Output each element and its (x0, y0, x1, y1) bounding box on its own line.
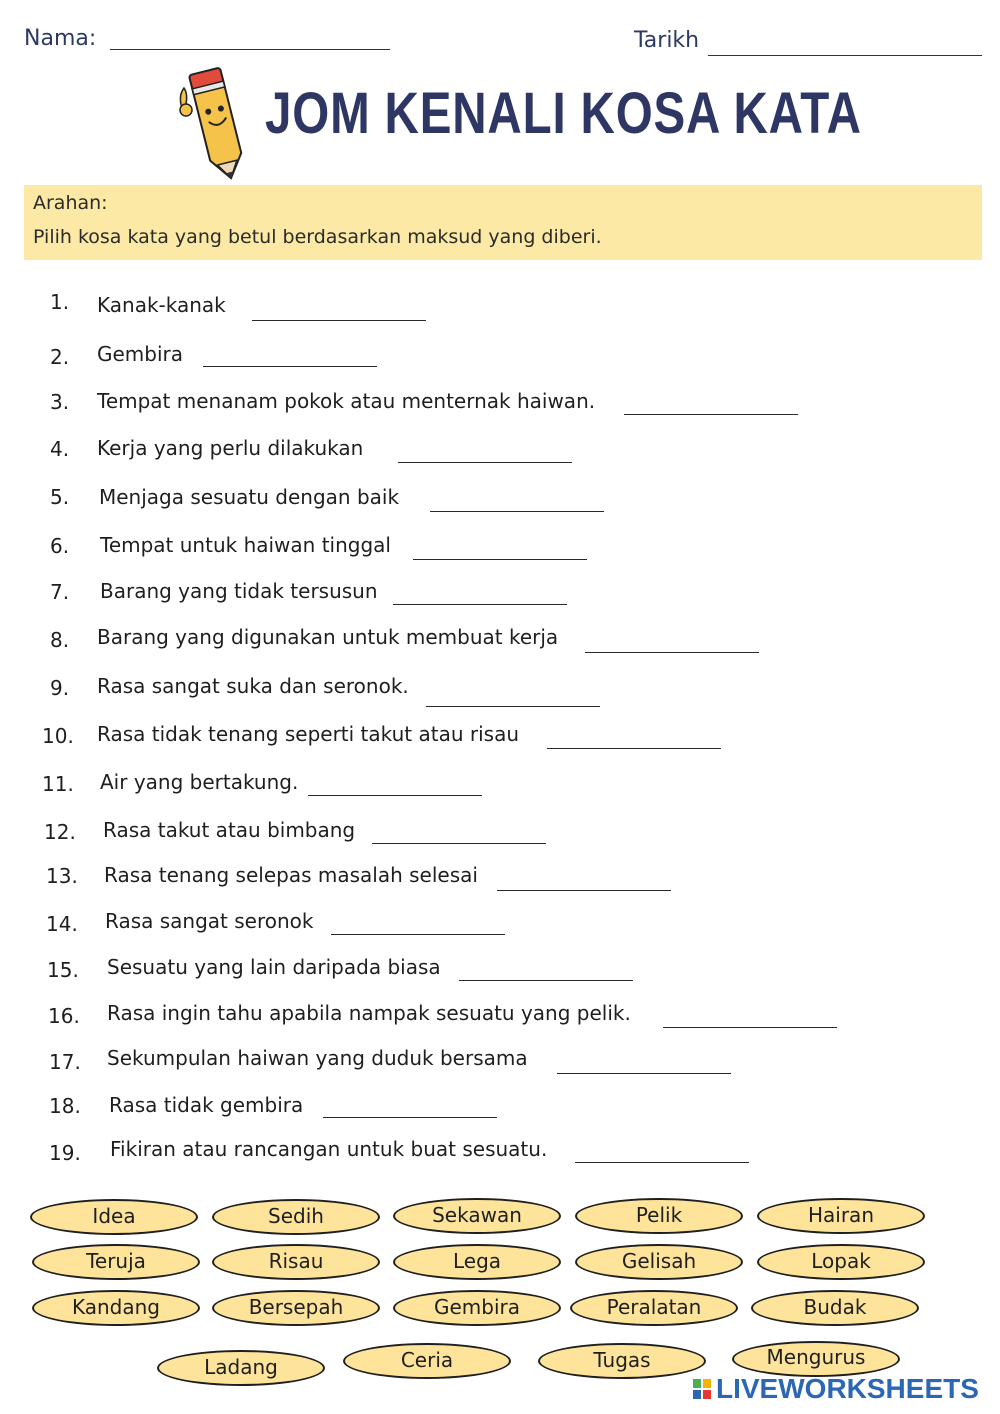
question-text: Rasa tenang selepas masalah selesai (104, 863, 478, 887)
answer-blank[interactable] (323, 1117, 497, 1118)
question-number: 13. (46, 864, 78, 888)
answer-blank[interactable] (575, 1162, 749, 1163)
instruction-box (24, 185, 982, 260)
question-text: Barang yang tidak tersusun (100, 579, 378, 603)
question-text: Air yang bertakung. (100, 770, 299, 794)
answer-blank[interactable] (459, 980, 633, 981)
question-text: Tempat untuk haiwan tinggal (100, 533, 391, 557)
answer-blank[interactable] (203, 366, 377, 367)
question-number: 8. (50, 628, 70, 652)
answer-blank[interactable] (393, 604, 567, 605)
question-text: Menjaga sesuatu dengan baik (99, 485, 400, 509)
name-field[interactable] (110, 49, 390, 50)
answer-blank[interactable] (430, 511, 604, 512)
question-number: 10. (42, 724, 74, 748)
question-text: Sesuatu yang lain daripada biasa (107, 955, 441, 979)
word-option[interactable]: Peralatan (570, 1290, 738, 1326)
answer-blank[interactable] (413, 559, 587, 560)
question-number: 9. (50, 676, 70, 700)
word-option[interactable]: Budak (751, 1290, 919, 1326)
question-number: 5. (50, 485, 70, 509)
word-option[interactable]: Tugas (538, 1343, 706, 1379)
page-title: JOM KENALI KOSA KATA (265, 81, 862, 146)
question-text: Fikiran atau rancangan untuk buat sesuatu. (110, 1137, 548, 1161)
word-option[interactable]: Lopak (757, 1244, 925, 1280)
answer-blank[interactable] (372, 843, 546, 844)
word-option[interactable]: Sedih (212, 1199, 380, 1235)
word-option[interactable]: Gembira (393, 1290, 561, 1326)
answer-blank[interactable] (547, 748, 721, 749)
question-text: Rasa ingin tahu apabila nampak sesuatu yang pelik. (107, 1001, 631, 1025)
question-text: Rasa sangat seronok (105, 909, 314, 933)
brand-name: LIVEWORKSHEETS (716, 1373, 979, 1404)
question-text: Barang yang digunakan untuk membuat kerja (97, 625, 559, 649)
word-option[interactable]: Kandang (32, 1290, 200, 1326)
word-option[interactable]: Pelik (575, 1198, 743, 1234)
instruction-title: Arahan: (33, 192, 108, 214)
question-number: 6. (50, 534, 70, 558)
date-field[interactable] (708, 55, 982, 56)
pencil-mascot-icon (172, 66, 262, 184)
answer-blank[interactable] (624, 414, 798, 415)
question-number: 11. (42, 772, 74, 796)
question-number: 4. (50, 437, 70, 461)
answer-blank[interactable] (557, 1073, 731, 1074)
word-option[interactable]: Idea (30, 1199, 198, 1235)
word-option[interactable]: Risau (212, 1244, 380, 1280)
question-text: Rasa tidak tenang seperti takut atau risau (97, 722, 520, 746)
word-option[interactable]: Hairan (757, 1198, 925, 1234)
word-option[interactable]: Bersepah (212, 1290, 380, 1326)
word-option[interactable]: Ceria (343, 1343, 511, 1379)
date-label: Tarikh (634, 28, 700, 53)
question-number: 19. (49, 1141, 81, 1165)
answer-blank[interactable] (308, 795, 482, 796)
question-number: 17. (49, 1050, 81, 1074)
answer-blank[interactable] (497, 890, 671, 891)
question-text: Sekumpulan haiwan yang duduk bersama (107, 1046, 528, 1070)
question-text: Rasa sangat suka dan seronok. (97, 674, 409, 698)
question-number: 14. (46, 912, 78, 936)
question-text: Kerja yang perlu dilakukan (97, 436, 364, 460)
question-text: Kanak-kanak (97, 293, 226, 317)
question-number: 3. (50, 390, 70, 414)
answer-blank[interactable] (426, 706, 600, 707)
answer-blank[interactable] (252, 320, 426, 321)
word-option[interactable]: Ladang (157, 1350, 325, 1386)
word-option[interactable]: Gelisah (575, 1244, 743, 1280)
answer-blank[interactable] (585, 652, 759, 653)
instruction-text: Pilih kosa kata yang betul berdasarkan maksud yang diberi. (33, 226, 602, 248)
name-label: Nama: (24, 26, 97, 51)
question-text: Tempat menanam pokok atau menternak haiwan. (97, 389, 596, 413)
answer-blank[interactable] (663, 1027, 837, 1028)
word-option[interactable]: Sekawan (393, 1198, 561, 1234)
answer-blank[interactable] (331, 934, 505, 935)
liveworksheets-logo-icon (692, 1377, 712, 1401)
word-option[interactable]: Lega (393, 1244, 561, 1280)
question-text: Gembira (97, 342, 184, 366)
question-text: Rasa tidak gembira (109, 1093, 304, 1117)
question-number: 1. (50, 290, 70, 314)
answer-blank[interactable] (398, 462, 572, 463)
question-number: 2. (50, 345, 70, 369)
question-text: Rasa takut atau bimbang (103, 818, 356, 842)
question-number: 18. (49, 1094, 81, 1118)
question-number: 12. (44, 820, 76, 844)
word-option[interactable]: Teruja (32, 1244, 200, 1280)
question-number: 16. (48, 1004, 80, 1028)
question-number: 7. (50, 580, 70, 604)
word-option[interactable]: Mengurus (732, 1341, 900, 1377)
question-number: 15. (47, 958, 79, 982)
